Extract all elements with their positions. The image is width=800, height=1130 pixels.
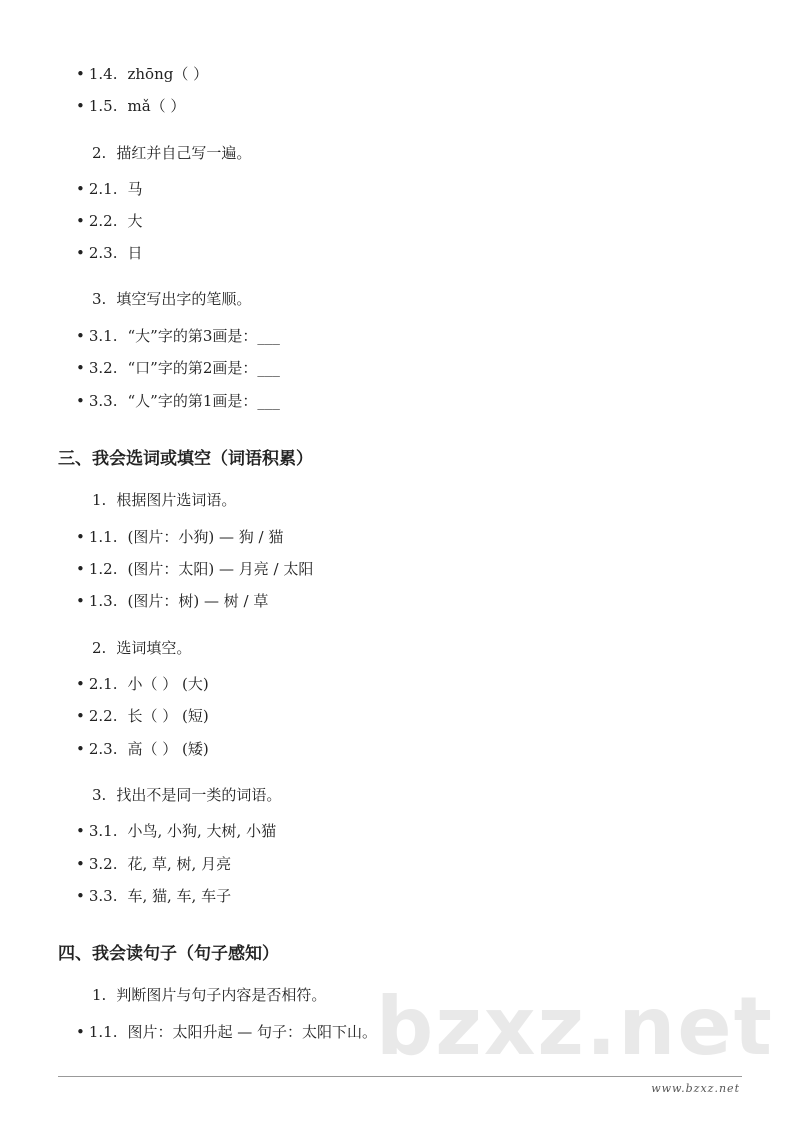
item-text: 马 xyxy=(127,180,143,198)
item-number: 3.3. xyxy=(88,392,118,410)
question-number: 3. xyxy=(92,786,107,804)
question-text: 描红并自己写一遍。 xyxy=(116,144,252,162)
list-item xyxy=(76,391,280,411)
list-item xyxy=(76,64,208,84)
question-text: 填空写出字的笔顺。 xyxy=(116,290,252,308)
question-title xyxy=(92,143,251,163)
item-text: “大”字的第3画是：___ xyxy=(127,327,280,345)
item-text: 小鸟, 小狗, 大树, 小猫 xyxy=(127,822,277,840)
item-number: 1.3. xyxy=(88,592,118,610)
item-number: 1.1. xyxy=(88,528,118,546)
question-number: 2. xyxy=(92,144,107,162)
item-text: 长（ ） (短) xyxy=(127,707,209,725)
list-item xyxy=(76,96,185,116)
question-number: 1. xyxy=(92,986,107,1004)
item-text: 高（ ） (矮) xyxy=(127,740,209,758)
item-text: 小（ ） (大) xyxy=(127,675,209,693)
question-title xyxy=(92,985,326,1005)
item-text: (图片：树) — 树 / 草 xyxy=(127,592,269,610)
item-number: 3.3. xyxy=(88,887,118,905)
item-text: 日 xyxy=(127,244,143,262)
item-number: 2.1. xyxy=(88,180,118,198)
item-number: 3.2. xyxy=(88,359,118,377)
list-item xyxy=(76,326,280,346)
footer-divider xyxy=(58,1076,742,1077)
footer-url[interactable]: www.bzxz.net xyxy=(651,1082,740,1095)
question-number: 3. xyxy=(92,290,107,308)
question-text: 选词填空。 xyxy=(116,639,192,657)
item-text: mǎ（ ） xyxy=(127,97,186,115)
question-number: 2. xyxy=(92,639,107,657)
item-text: 花, 草, 树, 月亮 xyxy=(127,855,232,873)
list-item xyxy=(76,243,143,263)
item-number: 2.1. xyxy=(88,675,118,693)
item-number: 1.1. xyxy=(88,1023,118,1041)
list-item xyxy=(76,1022,377,1042)
question-title xyxy=(92,785,281,805)
item-text: 车, 猫, 车, 车子 xyxy=(127,887,232,905)
item-number: 3.1. xyxy=(88,327,118,345)
list-item xyxy=(76,706,209,726)
item-text: 大 xyxy=(127,212,143,230)
list-item xyxy=(76,211,143,231)
item-number: 1.2. xyxy=(88,560,118,578)
question-text: 根据图片选词语。 xyxy=(116,491,237,509)
item-number: 1.4. xyxy=(88,65,118,83)
list-item xyxy=(76,591,268,611)
list-item xyxy=(76,358,280,378)
item-number: 2.2. xyxy=(88,707,118,725)
question-number: 1. xyxy=(92,491,107,509)
list-item xyxy=(76,527,283,547)
item-text: 图片：太阳升起 — 句子：太阳下山。 xyxy=(127,1023,378,1041)
item-text: “口”字的第2画是：___ xyxy=(127,359,280,377)
item-text: zhōng（ ） xyxy=(127,65,209,83)
list-item xyxy=(76,854,231,874)
section-heading: 四、我会读句子（句子感知） xyxy=(58,944,279,964)
item-number: 3.1. xyxy=(88,822,118,840)
list-item xyxy=(76,674,209,694)
question-title xyxy=(92,289,251,309)
list-item xyxy=(76,886,231,906)
item-text: “人”字的第1画是：___ xyxy=(127,392,280,410)
item-number: 3.2. xyxy=(88,855,118,873)
item-number: 2.3. xyxy=(88,740,118,758)
item-number: 2.2. xyxy=(88,212,118,230)
watermark: bzxz.net xyxy=(376,980,774,1073)
list-item xyxy=(76,179,143,199)
question-title xyxy=(92,638,191,658)
item-text: (图片：太阳) — 月亮 / 太阳 xyxy=(127,560,314,578)
question-title xyxy=(92,490,236,510)
question-text: 找出不是同一类的词语。 xyxy=(116,786,282,804)
item-text: (图片：小狗) — 狗 / 猫 xyxy=(127,528,284,546)
section-heading: 三、我会选词或填空（词语积累） xyxy=(58,449,313,469)
list-item xyxy=(76,821,276,841)
list-item xyxy=(76,739,209,759)
item-number: 1.5. xyxy=(88,97,118,115)
question-text: 判断图片与句子内容是否相符。 xyxy=(116,986,327,1004)
list-item xyxy=(76,559,313,579)
item-number: 2.3. xyxy=(88,244,118,262)
